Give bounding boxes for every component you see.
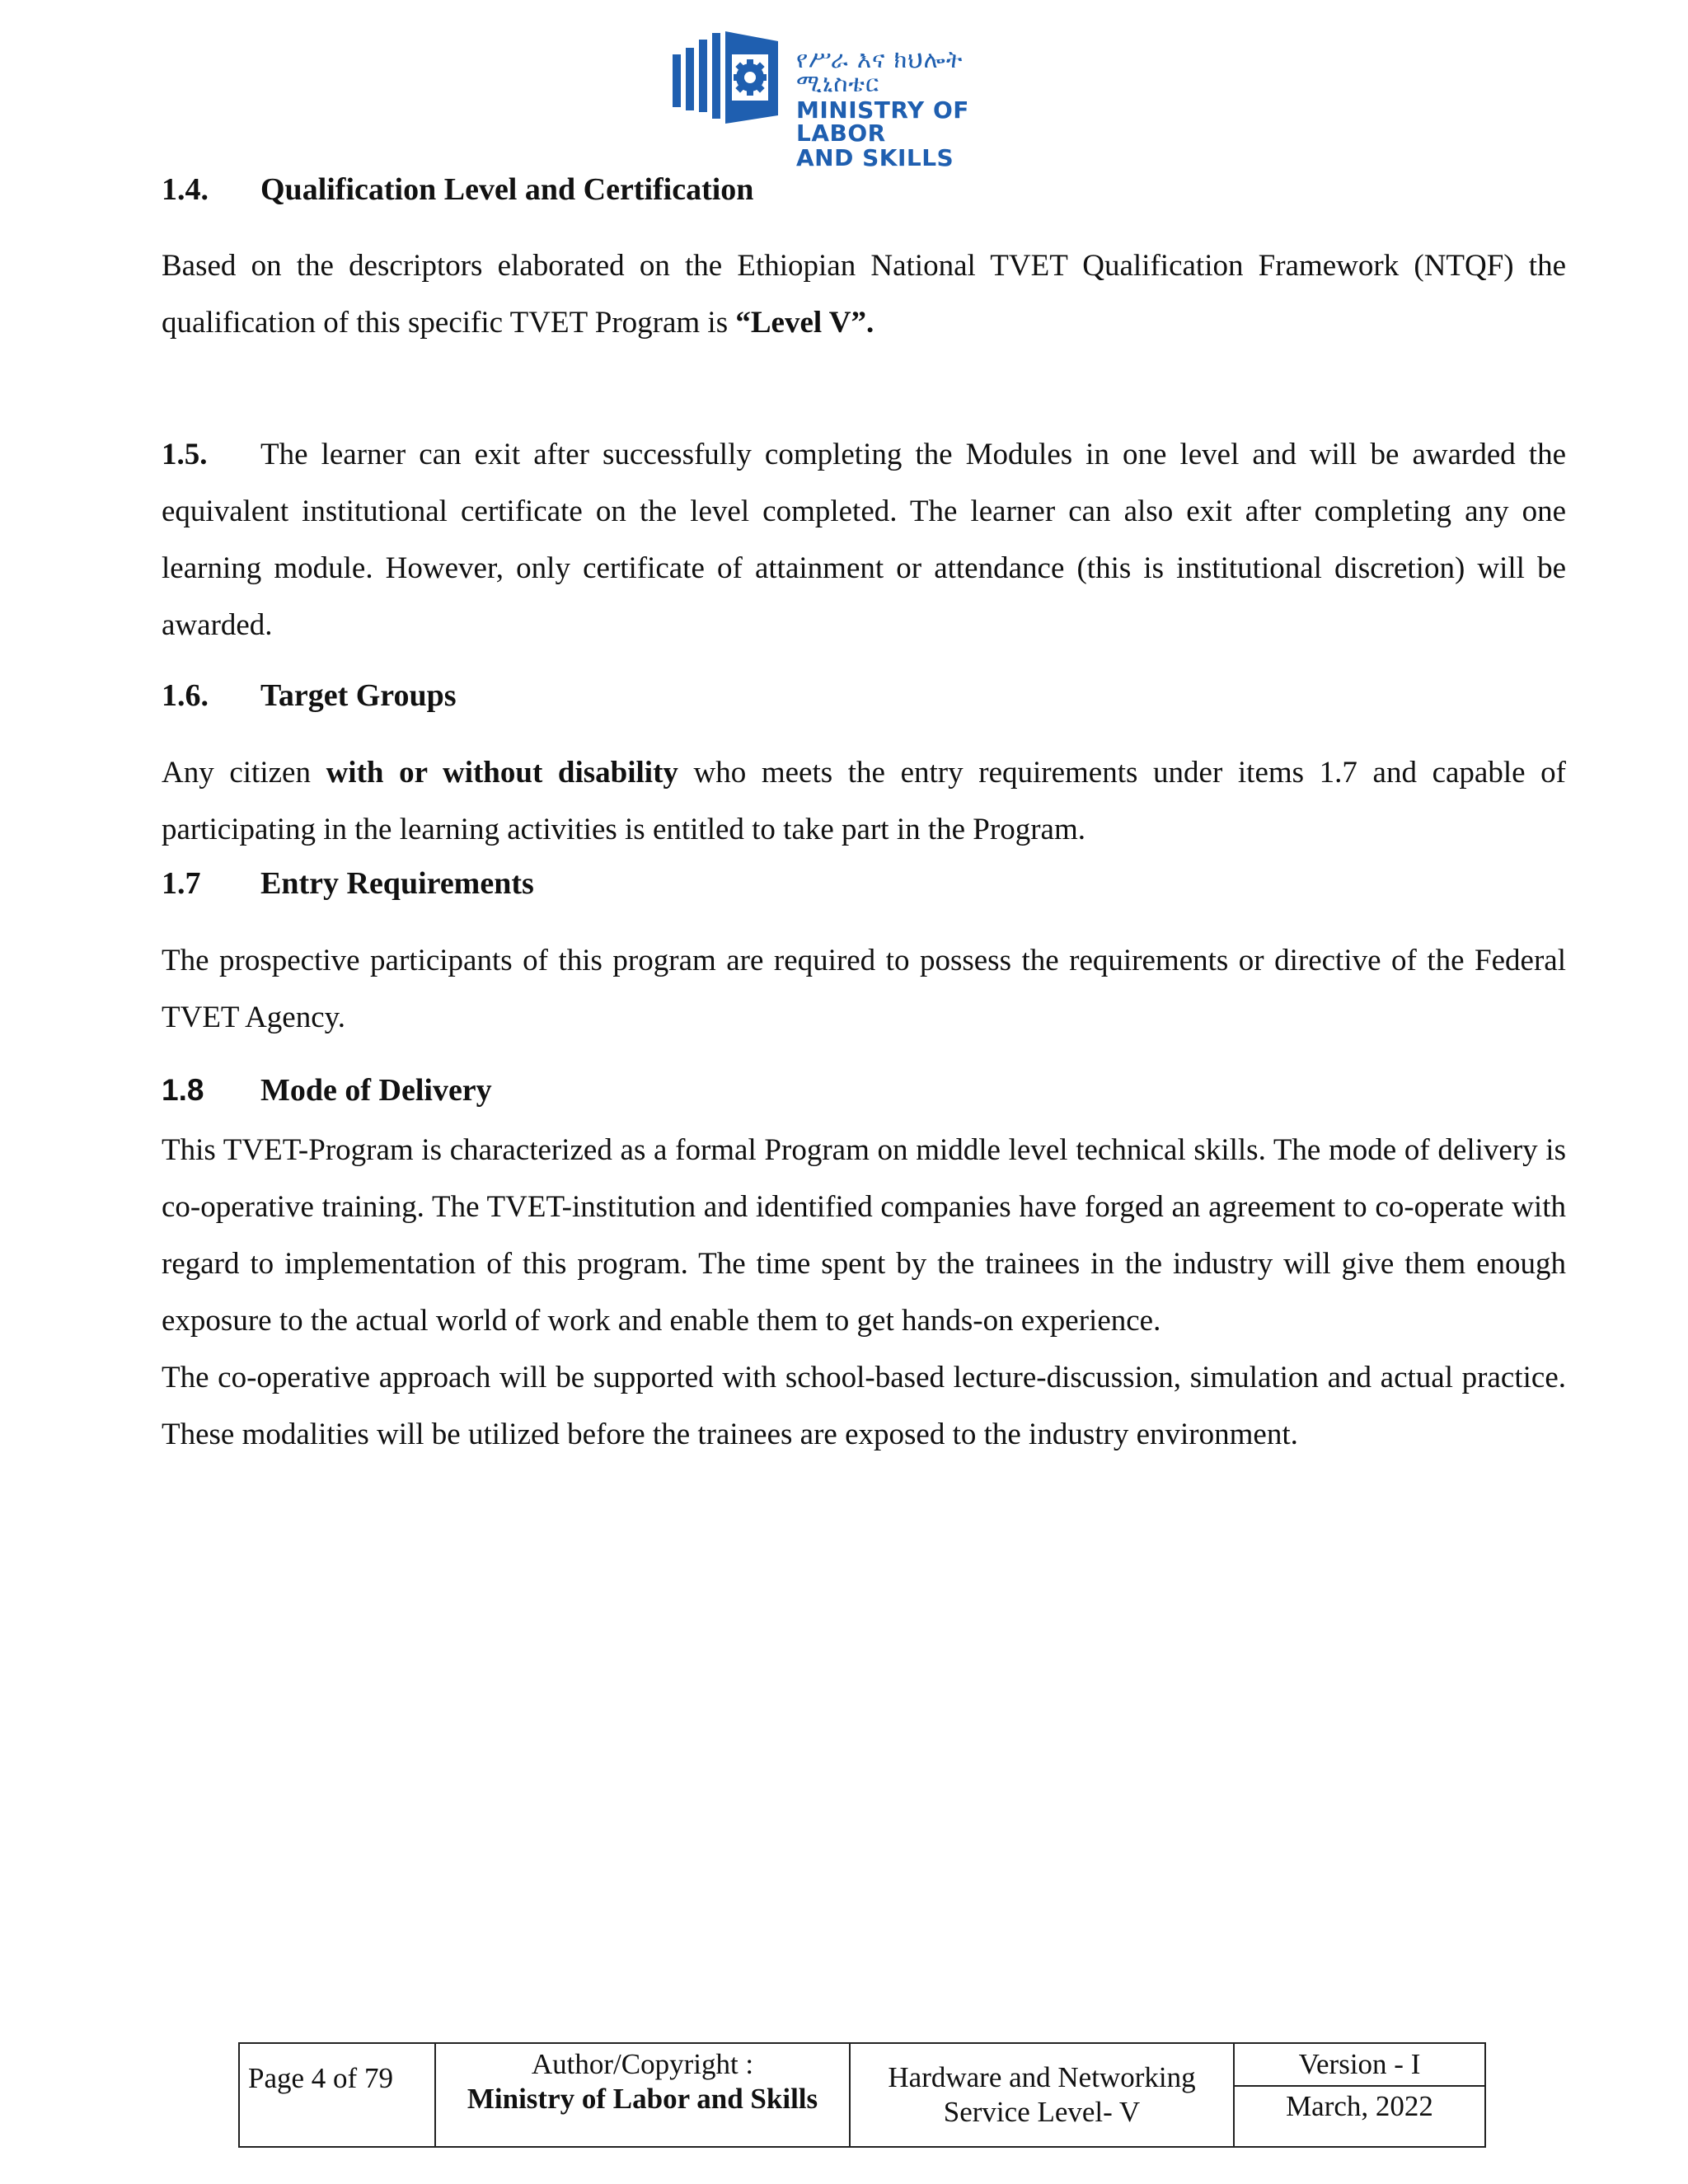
qualification-level-text: “Level V”. bbox=[735, 306, 874, 340]
logo-amharic-text: የሥራ እና ክህሎት ሚኒስቴር bbox=[796, 45, 964, 97]
emphasis-text: with or without disability bbox=[326, 756, 678, 790]
footer-table bbox=[238, 2042, 1486, 2148]
paragraph-text: who meets the entry requirements under items 1.7 and capable of participating in the learning activities is entitled to take part in the Program. bbox=[162, 756, 1566, 846]
section-1-6-body bbox=[162, 744, 1566, 858]
paragraph-text: Based on the descriptors elaborated on the Ethiopian National TVET Qualification Framework (NTQF) the qualification of this specific TVET Program is bbox=[162, 249, 1566, 340]
footer-version-cell bbox=[1235, 2044, 1484, 2146]
section-1-7-heading bbox=[162, 865, 534, 902]
section-1-8-heading bbox=[162, 1072, 492, 1108]
section-title: Qualification Level and Certification bbox=[260, 172, 754, 207]
section-1-5-body bbox=[162, 426, 1566, 654]
logo-text bbox=[796, 45, 1052, 171]
logo-line-2: AND SKILLS bbox=[796, 144, 954, 171]
section-title: Entry Requirements bbox=[260, 866, 534, 901]
section-number: 1.4. bbox=[162, 172, 209, 207]
section-number: 1.7 bbox=[162, 866, 201, 901]
author-name: Ministry of Labor and Skills bbox=[467, 2083, 818, 2115]
date-text: March, 2022 bbox=[1286, 2090, 1433, 2122]
footer-program-cell bbox=[851, 2044, 1235, 2146]
ministry-logo bbox=[673, 30, 1052, 171]
page-number: Page 4 of 79 bbox=[248, 2062, 393, 2094]
section-number: 1.6. bbox=[162, 678, 209, 713]
paragraph-text: The learner can exit after successfully completing the Modules in one level and will be awarded the equivalent institutional certificate on the level completed. The learner can also exit after completing any one learning module. However, only certificate of attainment or attendance (this is institutional discretion) will be awarded. bbox=[162, 438, 1566, 642]
paragraph-text: The prospective participants of this program are required to possess the requirements or directive of the Federal TVET Agency. bbox=[162, 944, 1566, 1034]
section-1-7-body bbox=[162, 932, 1566, 1046]
paragraph-text: The co-operative approach will be supported with school-based lecture-discussion, simulation and actual practice. These modalities will be utilized before the trainees are exposed to the industry environment. bbox=[162, 1361, 1566, 1451]
section-1-4-heading bbox=[162, 171, 753, 208]
section-1-8-body bbox=[162, 1122, 1566, 1463]
section-title: Target Groups bbox=[260, 678, 457, 713]
section-1-6-heading bbox=[162, 677, 457, 714]
program-level: Service Level- V bbox=[943, 2096, 1141, 2128]
section-title: Mode of Delivery bbox=[260, 1073, 492, 1108]
footer-page-cell bbox=[240, 2044, 436, 2146]
ministry-emblem-icon bbox=[673, 30, 788, 125]
paragraph-text: This TVET-Program is characterized as a formal Program on middle level technical skills. The mode of delivery is co-operative training. The TVET-institution and identified companies have forged an agreement to co-operate with regard to implementation of this program. The time spent by the trainees in the industry will give them enough exposure to the actual world of work and enable them to get hands-on experience. bbox=[162, 1133, 1566, 1338]
section-1-4-body bbox=[162, 237, 1566, 351]
version-text: Version - I bbox=[1298, 2048, 1421, 2080]
section-number: 1.5. bbox=[162, 438, 208, 471]
section-number: 1.8 bbox=[162, 1073, 204, 1107]
version-row bbox=[1235, 2044, 1484, 2087]
footer-author-cell bbox=[436, 2044, 851, 2146]
author-label: Author/Copyright : bbox=[531, 2048, 754, 2080]
date-row bbox=[1235, 2087, 1484, 2146]
logo-line-1: MINISTRY OF LABOR bbox=[796, 96, 969, 147]
paragraph-text: Any citizen bbox=[162, 756, 326, 790]
program-name: Hardware and Networking bbox=[888, 2061, 1196, 2093]
